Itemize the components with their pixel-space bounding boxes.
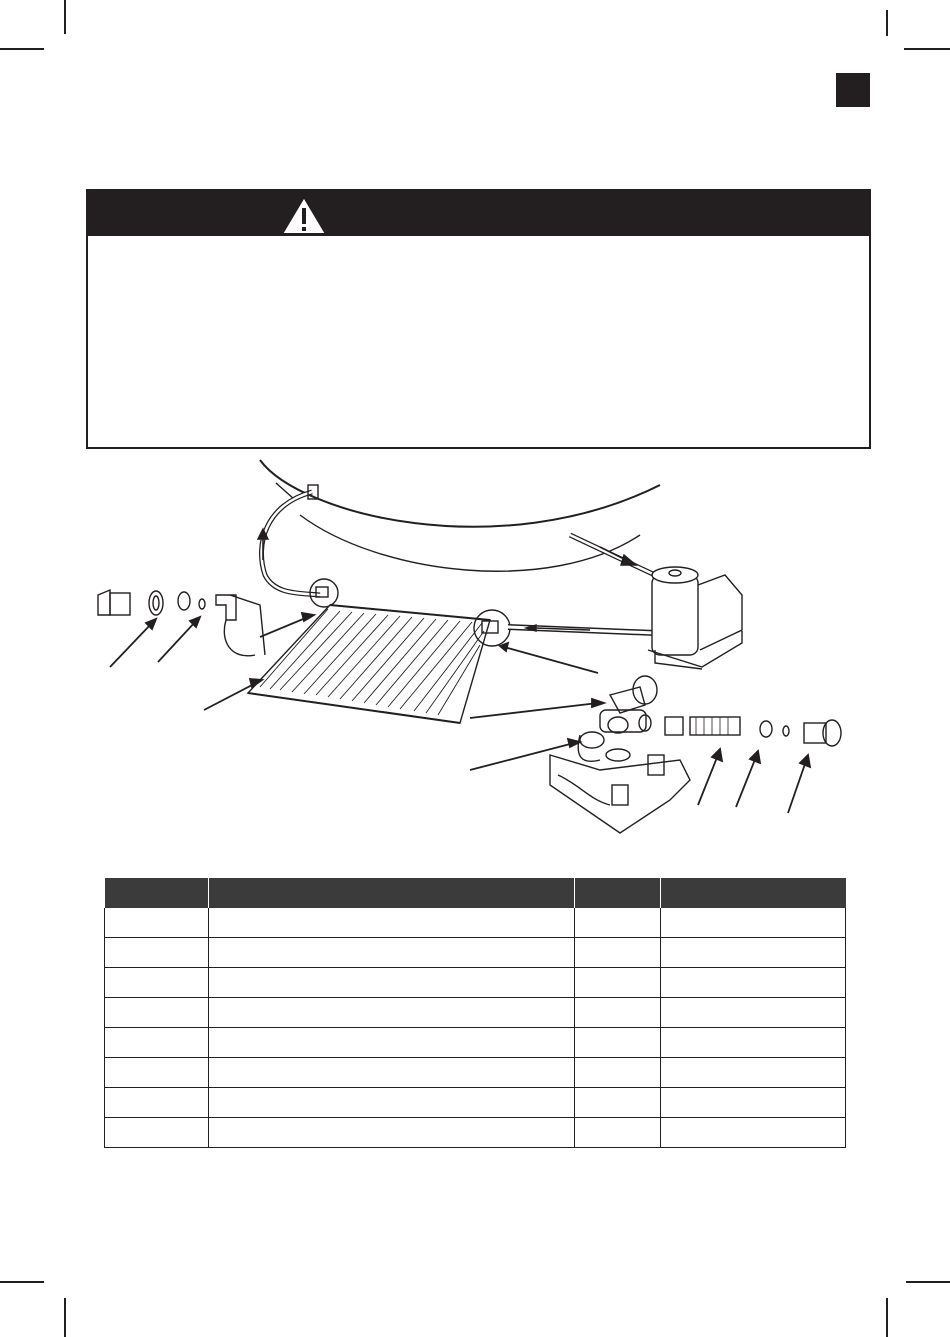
table-cell — [105, 1058, 209, 1088]
crop-mark — [906, 1281, 950, 1283]
table-cell — [661, 908, 846, 938]
table-cell — [209, 908, 575, 938]
table-cell — [105, 998, 209, 1028]
warning-triangle-icon — [280, 194, 328, 236]
table-cell — [575, 908, 661, 938]
table-cell — [209, 1118, 575, 1148]
table-cell — [209, 1058, 575, 1088]
table-cell — [209, 938, 575, 968]
table-cell — [661, 1088, 846, 1118]
warning-box — [86, 189, 871, 449]
table-header-row — [105, 878, 846, 908]
table-header-cell — [105, 878, 209, 908]
language-tab-marker — [836, 73, 870, 107]
filter-pump — [648, 567, 742, 669]
table-header-cell — [209, 878, 575, 908]
warning-body — [88, 236, 869, 447]
table-cell — [575, 998, 661, 1028]
table-row — [105, 968, 846, 998]
table-cell — [661, 998, 846, 1028]
table-cell — [661, 1118, 846, 1148]
table-cell — [209, 1028, 575, 1058]
table-cell — [105, 1088, 209, 1118]
parts-table — [104, 878, 846, 1148]
crop-mark — [904, 48, 950, 50]
solar-heater-assembly-diagram — [80, 455, 880, 845]
table-row — [105, 1088, 846, 1118]
table-row — [105, 998, 846, 1028]
warning-header — [88, 191, 869, 236]
table-cell — [209, 998, 575, 1028]
table-header-cell — [661, 878, 846, 908]
table-cell — [105, 1028, 209, 1058]
crop-mark — [64, 0, 66, 34]
crop-mark — [64, 1298, 66, 1337]
table-cell — [575, 1088, 661, 1118]
left-fittings-exploded — [98, 590, 265, 656]
table-cell — [105, 968, 209, 998]
crop-mark — [0, 1281, 44, 1283]
table-cell — [209, 1088, 575, 1118]
table-cell — [105, 908, 209, 938]
table-cell — [661, 1028, 846, 1058]
pool-wall — [260, 460, 660, 527]
table-row — [105, 1028, 846, 1058]
table-cell — [575, 968, 661, 998]
table-row — [105, 1058, 846, 1088]
solar-mat — [248, 605, 490, 723]
return-hose — [261, 492, 320, 595]
table-cell — [209, 968, 575, 998]
table-cell — [575, 1118, 661, 1148]
table-row — [105, 938, 846, 968]
table-cell — [575, 1058, 661, 1088]
table-cell — [661, 938, 846, 968]
table-cell — [105, 938, 209, 968]
table-cell — [661, 968, 846, 998]
table-row — [105, 908, 846, 938]
table-header-cell — [575, 878, 661, 908]
table-cell — [661, 1058, 846, 1088]
table-cell — [105, 1118, 209, 1148]
table-cell — [575, 938, 661, 968]
crop-mark — [886, 1298, 888, 1337]
crop-mark — [886, 10, 888, 36]
crop-mark — [0, 48, 44, 50]
table-row — [105, 1118, 846, 1148]
table-cell — [575, 1028, 661, 1058]
